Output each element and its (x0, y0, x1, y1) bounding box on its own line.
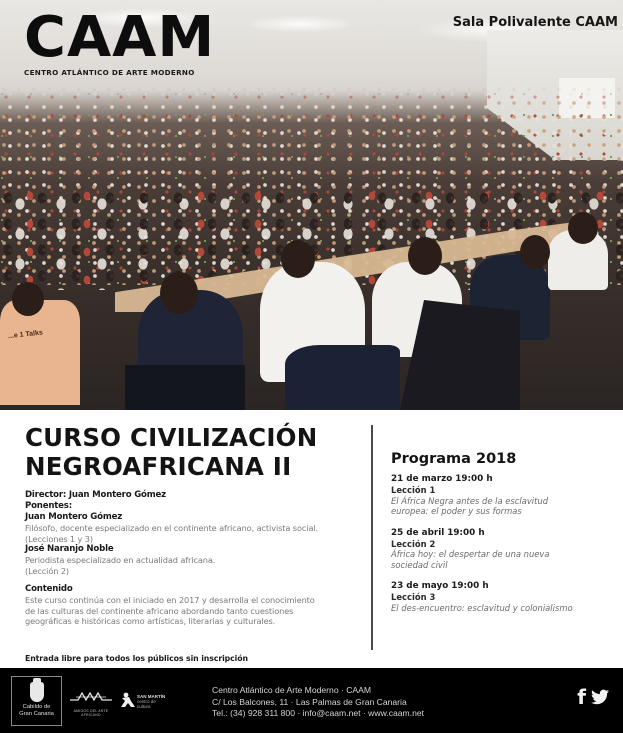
photo-head (12, 282, 44, 316)
session-date: 25 de abril 19:00 h (391, 527, 485, 538)
session-lesson: Lección 3 (391, 592, 436, 602)
logo-wordmark: CAAM (24, 5, 216, 70)
san-martin-figure-icon (120, 692, 136, 708)
programa-title: Programa 2018 (391, 451, 517, 467)
contact-line: C/ Los Balcones, 11 · Las Palmas de Gran Canaria (212, 696, 407, 707)
photo-head (281, 240, 315, 278)
speaker-lessons: (Lección 2) (25, 565, 70, 576)
session-lesson: Lección 2 (391, 538, 436, 549)
venue-label: Sala Polivalente CAAM (452, 15, 618, 30)
event-details (25, 490, 365, 627)
director: Director: Juan Montero Gómez (25, 490, 166, 500)
contenido-line: geográficas e históricas como artísticas, literarias y culturales. (25, 616, 276, 626)
facebook-icon[interactable]: f (577, 685, 586, 709)
social-links (577, 687, 609, 707)
event-title-line1: CURSO CIVILIZACIÓN (25, 423, 318, 452)
contenido-label: Contenido (25, 584, 73, 594)
session-topic: europea: el poder y sus formas (391, 506, 522, 516)
session-item (391, 528, 616, 571)
aa-mark-icon (70, 690, 112, 703)
twitter-icon[interactable] (591, 689, 609, 705)
caam-logo[interactable] (24, 5, 216, 77)
entrada-libre-note: Entrada libre para todos los públicos sin inscripción (25, 654, 248, 663)
cabildo-logo[interactable] (11, 676, 62, 726)
session-lesson: Lección 1 (391, 485, 436, 495)
cabildo-name-line1: Cabildo de (22, 704, 51, 710)
san-martin-line: SAN MARTÍN (137, 694, 166, 699)
event-title (25, 423, 370, 481)
session-date: 21 de marzo 19:00 h (391, 474, 493, 484)
speaker (25, 512, 365, 544)
session-item (391, 474, 616, 517)
photo-head (160, 272, 198, 314)
session-item (391, 581, 616, 613)
footer (0, 668, 623, 733)
programa (391, 450, 616, 624)
session-date: 23 de mayo 19:00 h (391, 581, 489, 591)
cabildo-name-line2: Gran Canaria (19, 711, 54, 717)
photo-chair (285, 345, 400, 410)
speaker (25, 544, 365, 576)
ponentes-label: Ponentes: (25, 501, 72, 511)
logo-subtitle: CENTRO ATLÁNTICO DE ARTE MODERNO (24, 68, 195, 77)
crest-icon (30, 682, 44, 702)
column-divider (371, 425, 373, 650)
contact-line: Centro Atlántico de Arte Moderno · CAAM (212, 685, 372, 695)
session-topic: El África Negra antes de la esclavitud (391, 495, 549, 506)
aa-caption: AMIGOS DEL ARTE AFRICANO (73, 709, 109, 717)
contenido-line: Este curso continúa con el iniciado en 2017 y desarrolla el conocimiento (25, 595, 315, 605)
speaker-lessons: (Lecciones 1 y 3) (25, 533, 93, 544)
photo-head (520, 235, 550, 269)
san-martin-line: cultura (137, 704, 151, 709)
speaker-bio: Periodista especializado en actualidad africana. (25, 555, 216, 565)
photo-tshirt-text: ...e 1 Talks (7, 329, 44, 341)
photo-head (408, 237, 442, 275)
speaker-bio: Filósofo, docente especializado en el continente africano, activista social. (25, 523, 319, 533)
photo-chair (125, 365, 245, 410)
contenido-line: de las culturas del continente africano abordando tanto cuestiones (25, 605, 294, 616)
san-martin-text (137, 694, 165, 709)
session-topic: El des-encuentro: esclavitud y colonialismo (391, 602, 573, 613)
photo-person (0, 300, 80, 405)
san-martin-line: centro de (137, 699, 156, 704)
photo-head (568, 212, 598, 244)
event-info (0, 410, 623, 668)
san-martin-logo[interactable] (120, 692, 170, 710)
contact-line[interactable]: Tel.: (34) 928 311 800 · info@caam.net · www.caam.net (212, 708, 425, 718)
speaker-name: Juan Montero Gómez (25, 512, 123, 522)
session-topic: sociedad civil (391, 559, 448, 570)
contact-info (212, 685, 424, 720)
amigos-arte-africano-logo[interactable] (70, 690, 112, 717)
session-topic: África hoy: el despertar de una nueva (391, 549, 550, 559)
speaker-name: José Naranjo Noble (25, 544, 114, 554)
event-title-line2: NEGROAFRICANA II (25, 452, 292, 481)
